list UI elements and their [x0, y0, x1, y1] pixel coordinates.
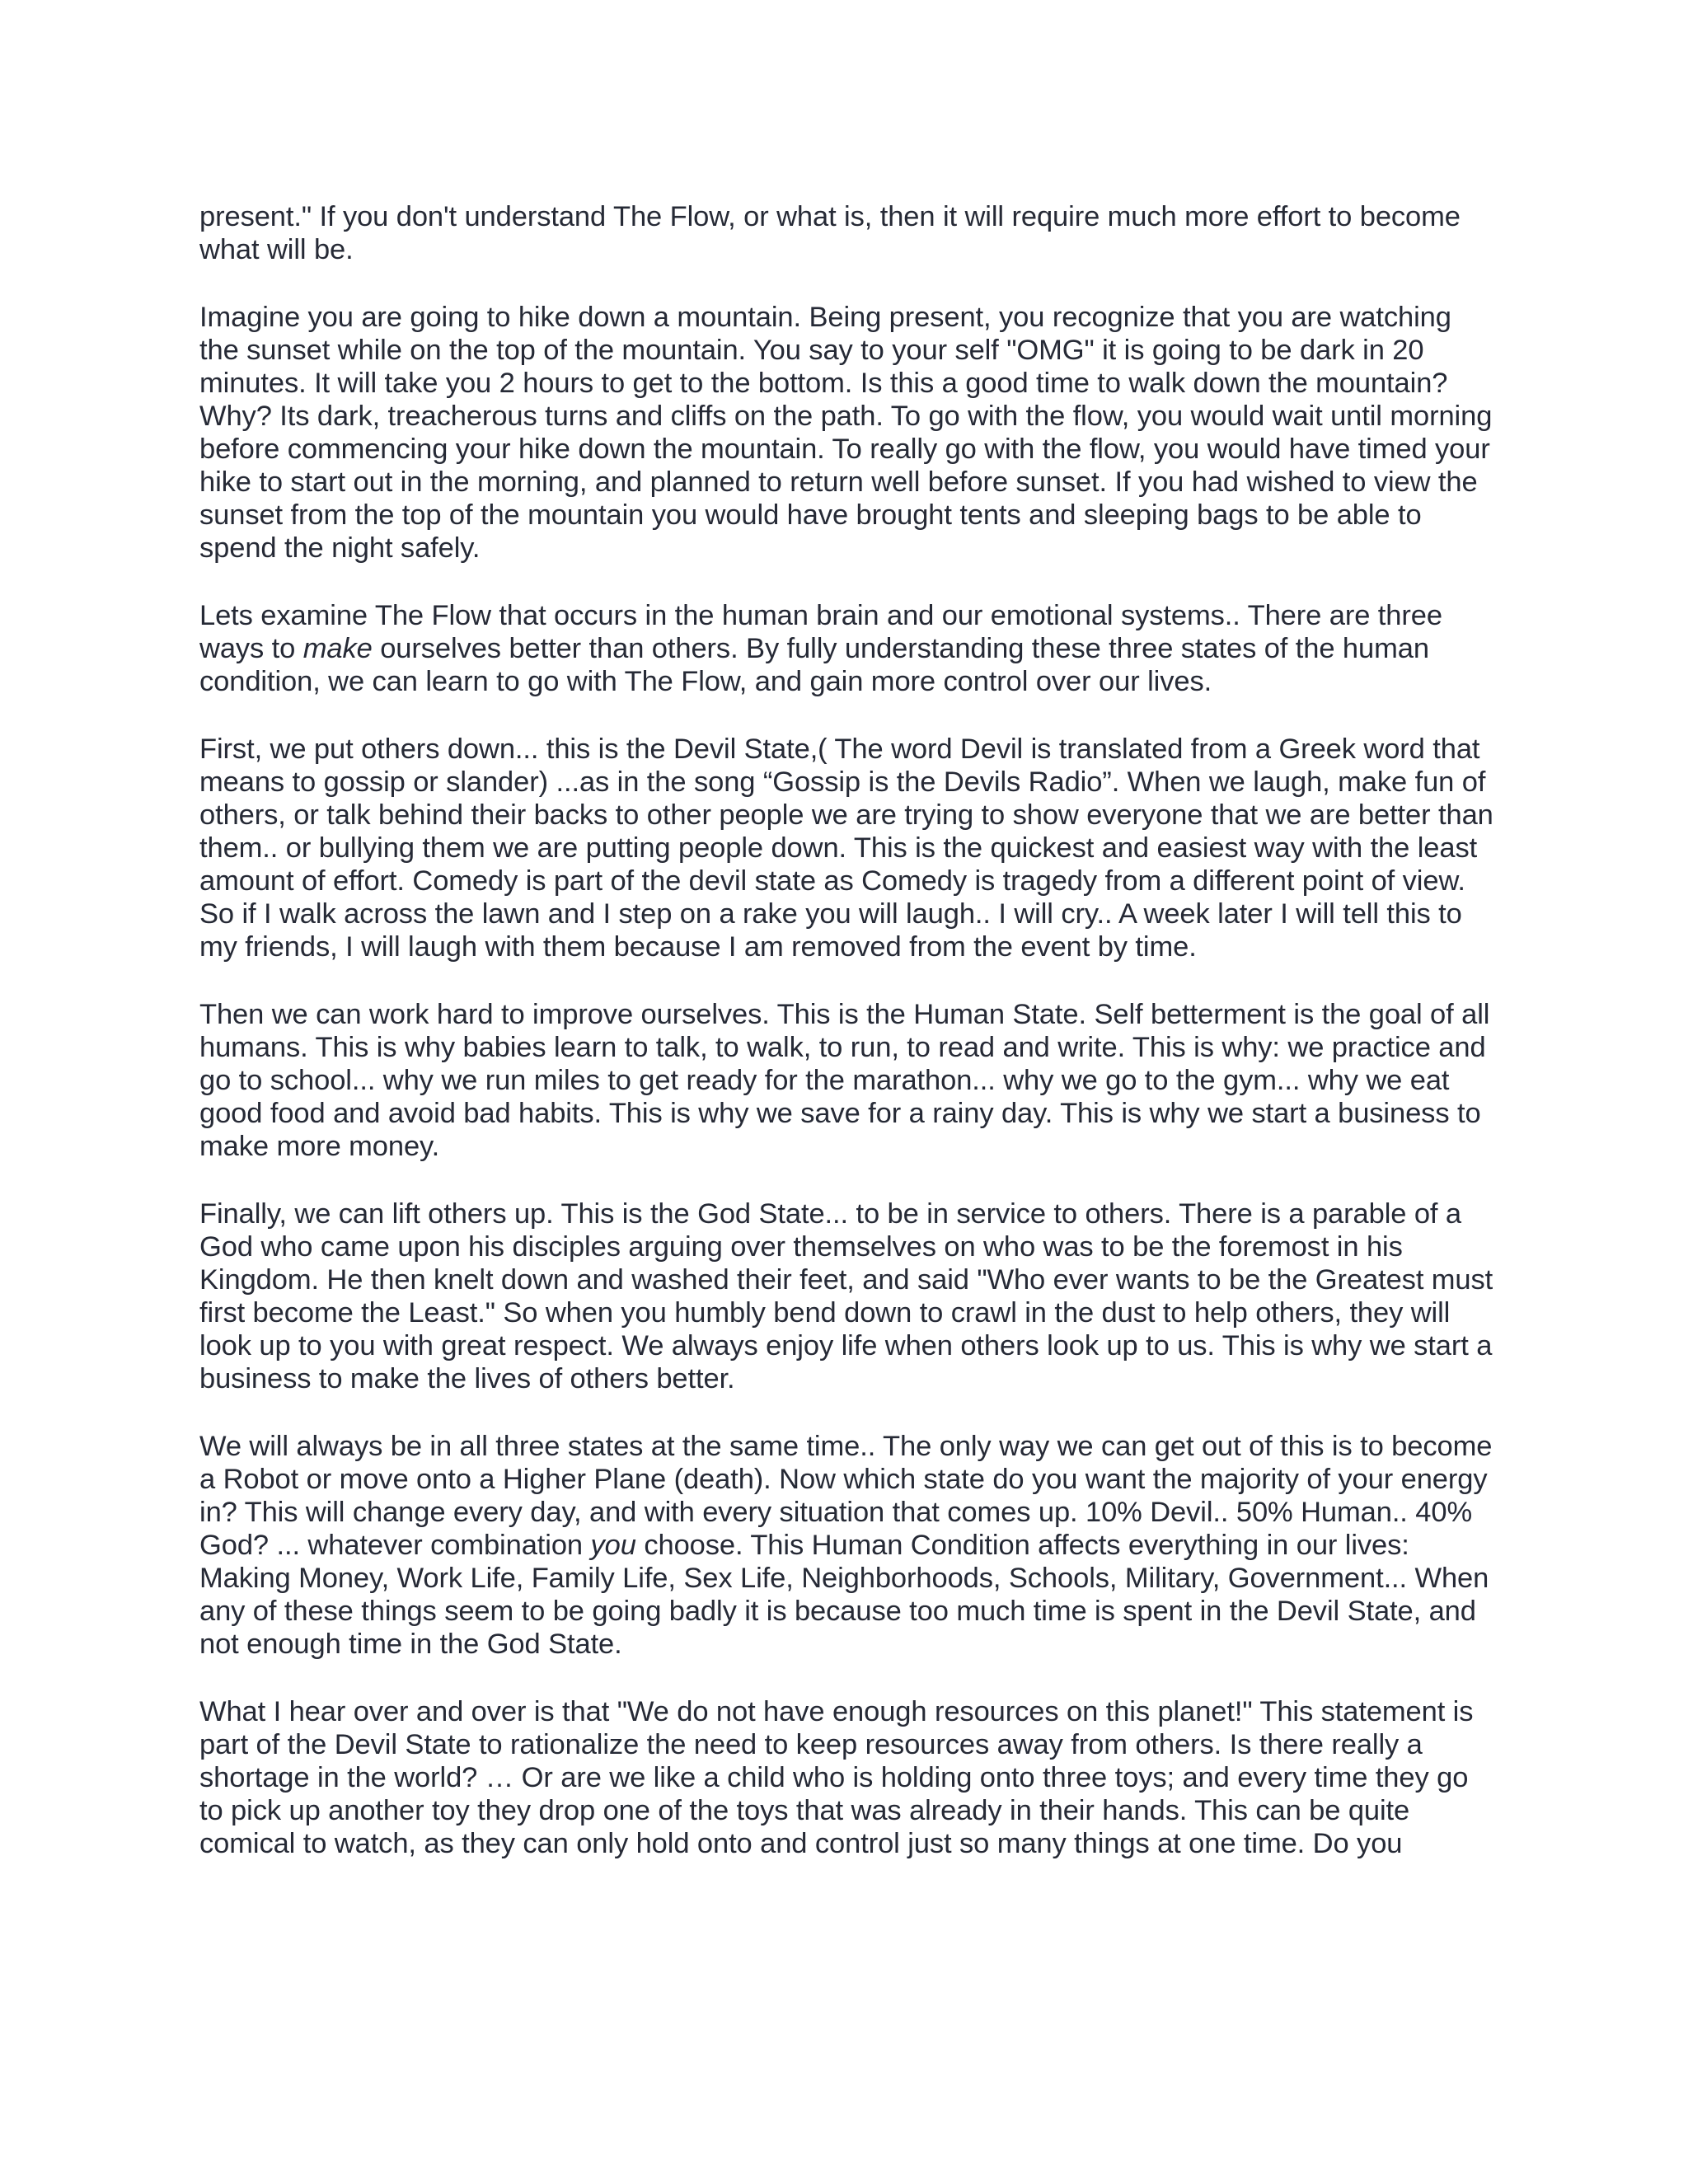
paragraph-text: First, we put others down... this is the Devil State,( The word Devil is translated from a Greek word that means to gossip or slander) ...as in the song “Gossip is the Devils Radio”. When we laugh, make fun of others, or talk behind their backs to other people we are trying to show everyone that we are better than them.. or bullying them we are putting people down. This is the quickest and easiest way with the least amount of effort. Comedy is part of the devil state as Comedy is tragedy from a different point of view. So if I walk across the lawn and I step on a rake you will laugh.. I will cry.. A week later I will tell this to my friends, I will laugh with them because I am removed from the event by time. — [199, 733, 1493, 963]
paragraph — [199, 599, 1493, 698]
paragraph-text: What I hear over and over is that "We do not have enough resources on this planet!" This statement is part of the Devil State to rationalize the need to keep resources away from others. Is there really a shortage in the world? … Or are we like a child who is holding onto three toys; and every time they go to pick up another toy they drop one of the toys that was already in their hands. This can be quite comical to watch, as they can only hold onto and control just so many things at one time. Do you — [199, 1696, 1474, 1859]
emphasized-text: you — [590, 1530, 636, 1561]
paragraph-text: present." If you don't understand The Flow, or what is, then it will require much more effort to become what will be. — [199, 201, 1461, 265]
paragraph — [199, 998, 1493, 1163]
paragraph — [199, 301, 1493, 565]
paragraph-text: Finally, we can lift others up. This is the God State... to be in service to others. There is a parable of a God who came upon his disciples arguing over themselves on who was to be the foremost in his Kingdom. He then knelt down and washed their feet, and said "Who ever wants to be the Greatest must first become the Least." So when you humbly bend down to crawl in the dust to help others, they will look up to you with great respect. We always enjoy life when others look up to us. This is why we start a business to make the lives of others better. — [199, 1198, 1493, 1394]
paragraph-text: choose. This Human Condition affects everything in our lives: Making Money, Work Life, Family Life, Sex Life, Neighborhoods, Schools, Military, Government... When any of these things seem to be going badly it is because too much time is spent in the Devil State, and not enough time in the God State. — [199, 1530, 1489, 1660]
paragraph — [199, 1695, 1493, 1860]
paragraph — [199, 733, 1493, 963]
paragraph — [199, 1430, 1493, 1661]
paragraph — [199, 1197, 1493, 1395]
paragraph-text: Lets examine The Flow that occurs in the human brain and our emotional systems.. There are three ways to — [199, 600, 1442, 664]
document-body — [199, 200, 1493, 1895]
paragraph-text: Imagine you are going to hike down a mountain. Being present, you recognize that you are watching the sunset while on the top of the mountain. You say to your self "OMG" it is going to be dark in 20 minutes. It will take you 2 hours to get to the bottom. Is this a good time to walk down the mountain? Why? Its dark, treacherous turns and cliffs on the path. To go with the flow, you would wait until morning before commencing your hike down the mountain. To really go with the flow, you would have timed your hike to start out in the morning, and planned to return well before sunset. If you had wished to view the sunset from the top of the mountain you would have brought tents and sleeping bags to be able to spend the night safely. — [199, 302, 1493, 564]
paragraph-text: Then we can work hard to improve ourselves. This is the Human State. Self betterment is the goal of all humans. This is why babies learn to talk, to walk, to run, to read and write. This is why: we practice and go to school... why we run miles to get ready for the marathon... why we go to the gym... why we eat good food and avoid bad habits. This is why we save for a rainy day. This is why we start a business to make more money. — [199, 999, 1490, 1162]
paragraph-text: We will always be in all three states at the same time.. The only way we can get out of this is to become a Robot or move onto a Higher Plane (death). Now which state do you want the majority of your energy in? This will change every day, and with every situation that comes up. 10% Devil.. 50% Human.. 40% God? ... whatever combination — [199, 1431, 1493, 1561]
emphasized-text: make — [302, 633, 373, 664]
paragraph — [199, 200, 1493, 266]
paragraph-text: ourselves better than others. By fully understanding these three states of the human condition, we can learn to go with The Flow, and gain more control over our lives. — [199, 633, 1429, 697]
